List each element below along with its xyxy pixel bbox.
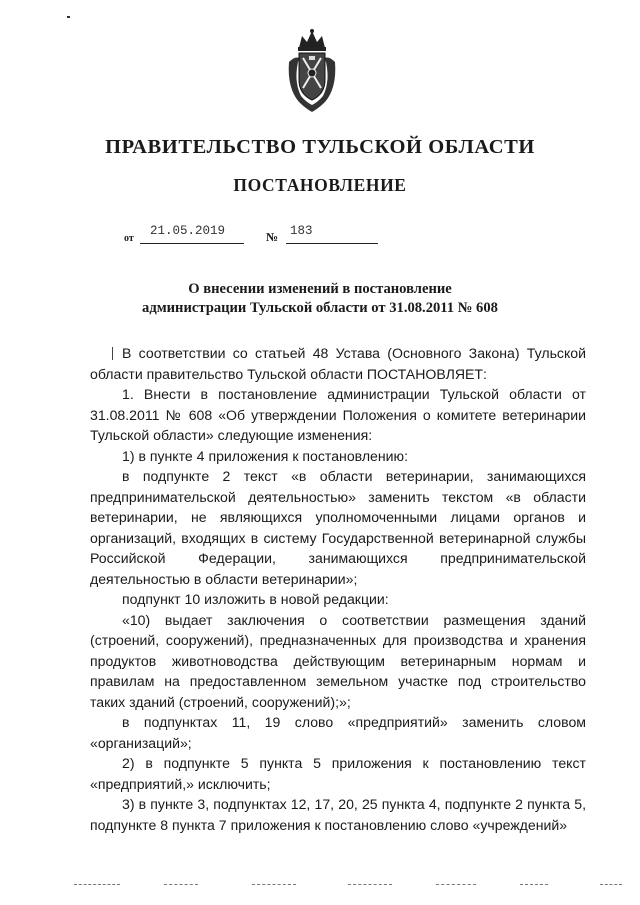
document-type: ПОСТАНОВЛЕНИЕ — [233, 175, 407, 195]
body-paragraph: в подпунктах 11, 19 слово «предприятий» заменить словом «организаций»; — [90, 714, 586, 751]
document-body — [90, 343, 586, 835]
body-paragraph: 1. Внести в постановление администрации Тульской области от 31.08.2011 № 608 «Об утверждении Положения о комитете ветеринарии Тульской области» следующие изменения: — [90, 386, 586, 443]
date-label: от — [124, 233, 134, 244]
number-value: 183 — [290, 224, 313, 238]
body-paragraph: подпункт 10 изложить в новой редакции: — [122, 591, 389, 607]
subject-line-2: администрации Тульской области от 31.08.2011 № 608 — [142, 300, 498, 316]
body-paragraph: 1) в пункте 4 приложения к постановлению: — [122, 447, 409, 464]
scan-speck — [67, 16, 70, 18]
body-paragraph: в подпункте 2 текст «в области ветеринарии, занимающихся предпринимательской деятельностью» заменить текстом «в области ветеринарии, не являющихся уполномоченными лицами органов и организаций, входящих в систему Государственной ветеринарной службы Российской Федерации, занимающихся предпринимательской деятельностью в области ветеринарии»; — [90, 468, 586, 587]
number-underline — [286, 243, 378, 244]
tula-coat-of-arms-icon — [285, 28, 339, 114]
body-paragraph: В соответствии со статьей 48 Устава (Основного Закона) Тульской области правительство Тульской области ПОСТАНОВЛЯЕТ: — [90, 345, 586, 382]
body-paragraph: «10) выдает заключения о соответствии размещения зданий (строений, сооружений), предназначенных для производства и хранения продуктов животноводства действующим ветеринарным нормам и правилам на предоставленном земельном участке под строительство таких зданий (строений, сооружений);»; — [90, 611, 586, 710]
subject-line-1: О внесении изменений в постановление — [188, 281, 452, 297]
date-value: 21.05.2019 — [150, 224, 226, 238]
body-paragraph: 2) в подпункте 5 пункта 5 приложения к постановлению текст «предприятий,» исключить; — [90, 755, 586, 792]
scan-footer-marks — [0, 884, 640, 886]
number-label: № — [266, 230, 279, 244]
document-subject — [0, 280, 640, 318]
body-paragraph: 3) в пункте 3, подпунктах 12, 17, 20, 25 пункта 4, подпункте 2 пункта 5, подпункте 8 пункта 7 приложения к постановлению слово «учреждений» — [90, 796, 586, 833]
government-title: ПРАВИТЕЛЬСТВО ТУЛЬСКОЙ ОБЛАСТИ — [105, 136, 535, 158]
date-underline — [140, 243, 244, 244]
